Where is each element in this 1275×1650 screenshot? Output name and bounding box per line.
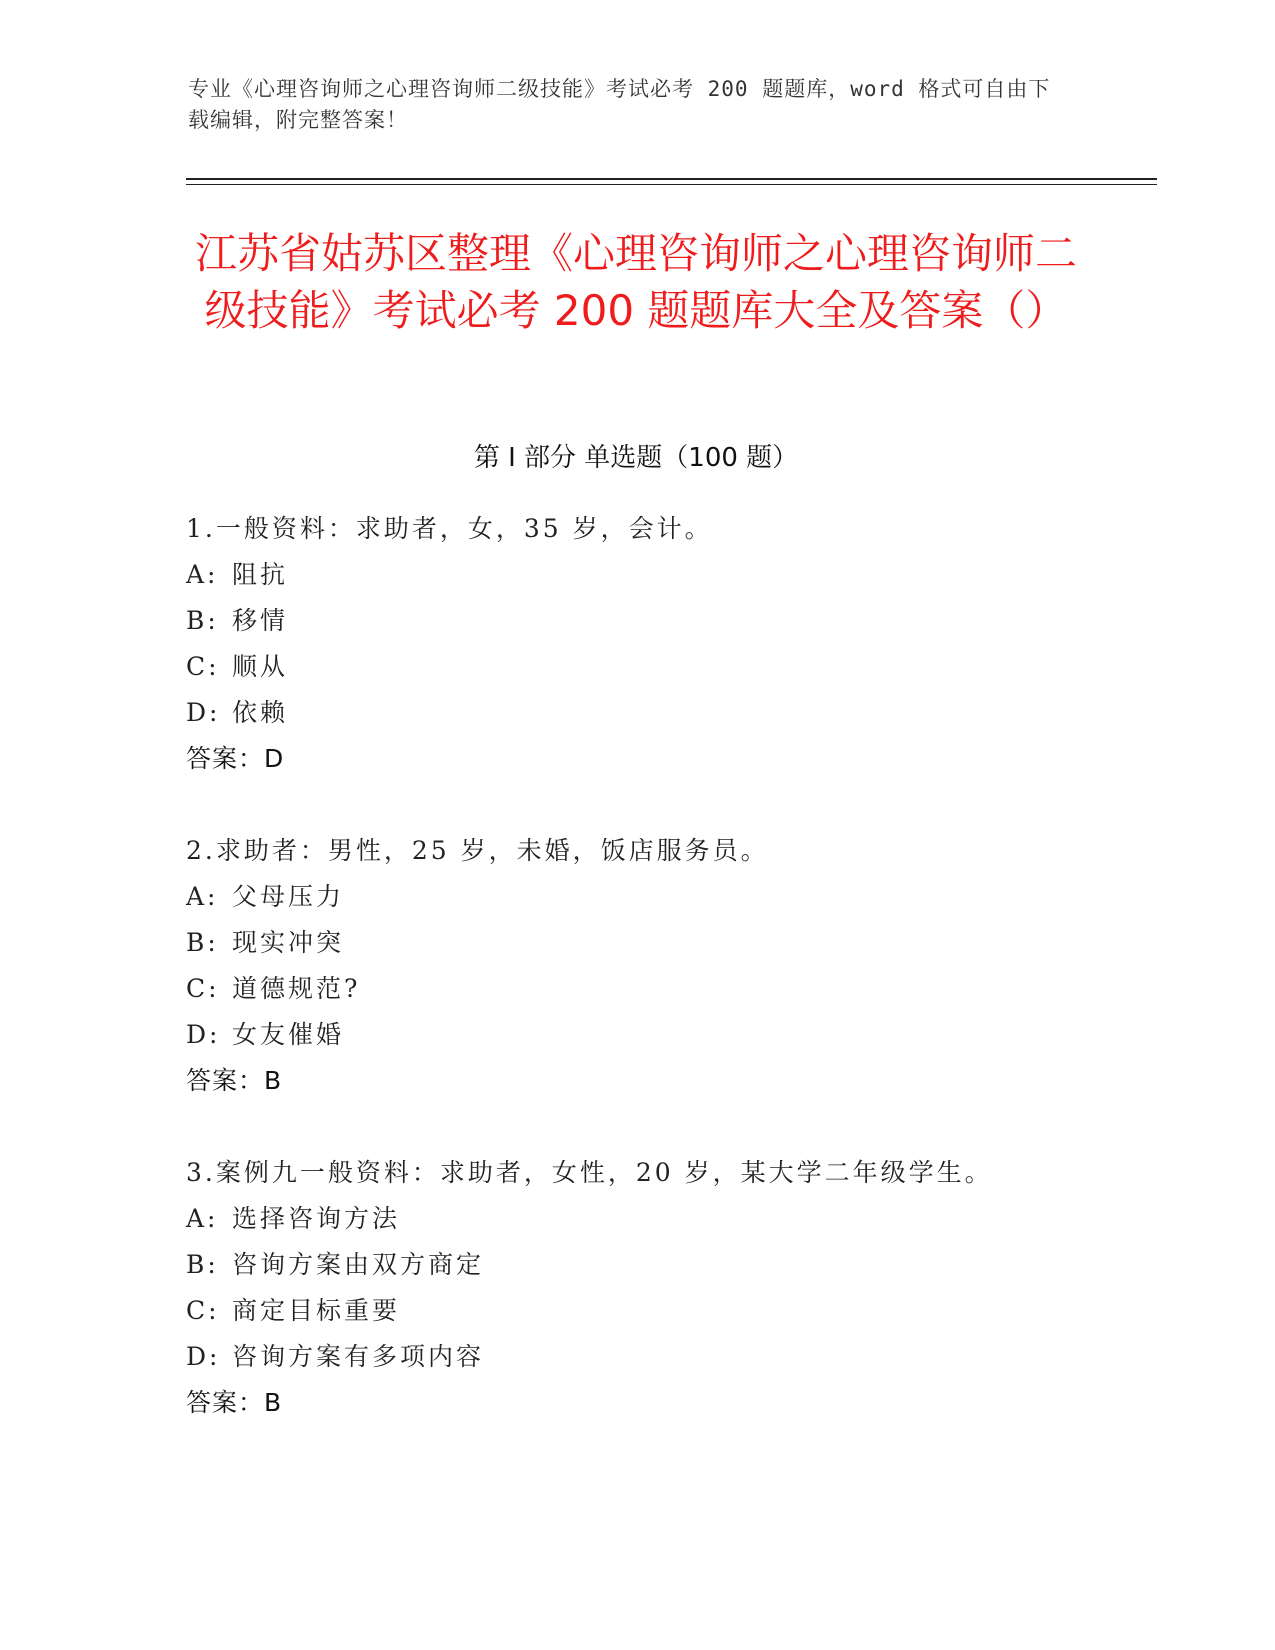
option-text: 顺从 (232, 652, 289, 681)
option-d (186, 690, 1136, 736)
section-title: 第 I 部分 单选题（100 题） (473, 443, 799, 473)
option-b (186, 598, 1136, 644)
option-text: 依赖 (232, 698, 289, 727)
option-text: 女友催婚 (232, 1020, 345, 1049)
option-text: 现实冲突 (232, 928, 345, 957)
answer-value: D (264, 744, 285, 773)
header-note: 专业《心理咨询师之心理咨询师二级技能》考试必考 200 题题库，word 格式可自由下载编辑，附完整答案！ (188, 77, 1051, 132)
question-stem: 3.案例九一般资料：求助者，女性，20 岁，某大学二年级学生。 (186, 1158, 993, 1187)
option-key: D: (186, 698, 221, 727)
question-2 (186, 828, 1136, 1104)
option-key: C: (186, 1296, 220, 1325)
option-key: C: (186, 974, 220, 1003)
option-key: D: (186, 1342, 221, 1371)
answer-value: B (264, 1388, 283, 1417)
option-d (186, 1012, 1136, 1058)
option-text: 父母压力 (232, 882, 345, 911)
option-key: B: (186, 1250, 219, 1279)
option-text: 咨询方案有多项内容 (232, 1342, 485, 1371)
option-text: 移情 (232, 606, 289, 635)
document-title: 江苏省姑苏区整理《心理咨询师之心理咨询师二级技能》考试必考 200 题题库大全及答案（） (194, 229, 1077, 335)
option-c (186, 644, 1136, 690)
question-stem: 2.求助者：男性，25 岁，未婚，饭店服务员。 (186, 836, 769, 865)
answer-line (186, 736, 1136, 782)
option-text: 咨询方案由双方商定 (232, 1250, 485, 1279)
option-text: 阻抗 (232, 560, 289, 589)
option-key: B: (186, 606, 219, 635)
option-a (186, 874, 1136, 920)
question-stem: 1.一般资料：求助者，女，35 岁，会计。 (186, 514, 713, 543)
option-key: A: (186, 882, 219, 911)
answer-value: B (264, 1066, 283, 1095)
option-c (186, 1288, 1136, 1334)
option-key: A: (186, 1204, 219, 1233)
option-b (186, 1242, 1136, 1288)
option-text: 选择咨询方法 (232, 1204, 401, 1233)
question-1 (186, 506, 1136, 782)
option-c (186, 966, 1136, 1012)
option-key: B: (186, 928, 219, 957)
header-divider-thin (186, 184, 1157, 185)
option-text: 商定目标重要 (232, 1296, 401, 1325)
option-a (186, 1196, 1136, 1242)
question-3 (186, 1150, 1136, 1426)
answer-line (186, 1380, 1136, 1426)
option-text: 道德规范? (232, 974, 361, 1003)
option-d (186, 1334, 1136, 1380)
answer-label: 答案： (186, 1066, 265, 1095)
option-key: A: (186, 560, 219, 589)
header-divider-thick (186, 178, 1157, 180)
answer-label: 答案： (186, 744, 265, 773)
option-a (186, 552, 1136, 598)
option-b (186, 920, 1136, 966)
option-key: C: (186, 652, 220, 681)
answer-label: 答案： (186, 1388, 265, 1417)
answer-line (186, 1058, 1136, 1104)
option-key: D: (186, 1020, 221, 1049)
